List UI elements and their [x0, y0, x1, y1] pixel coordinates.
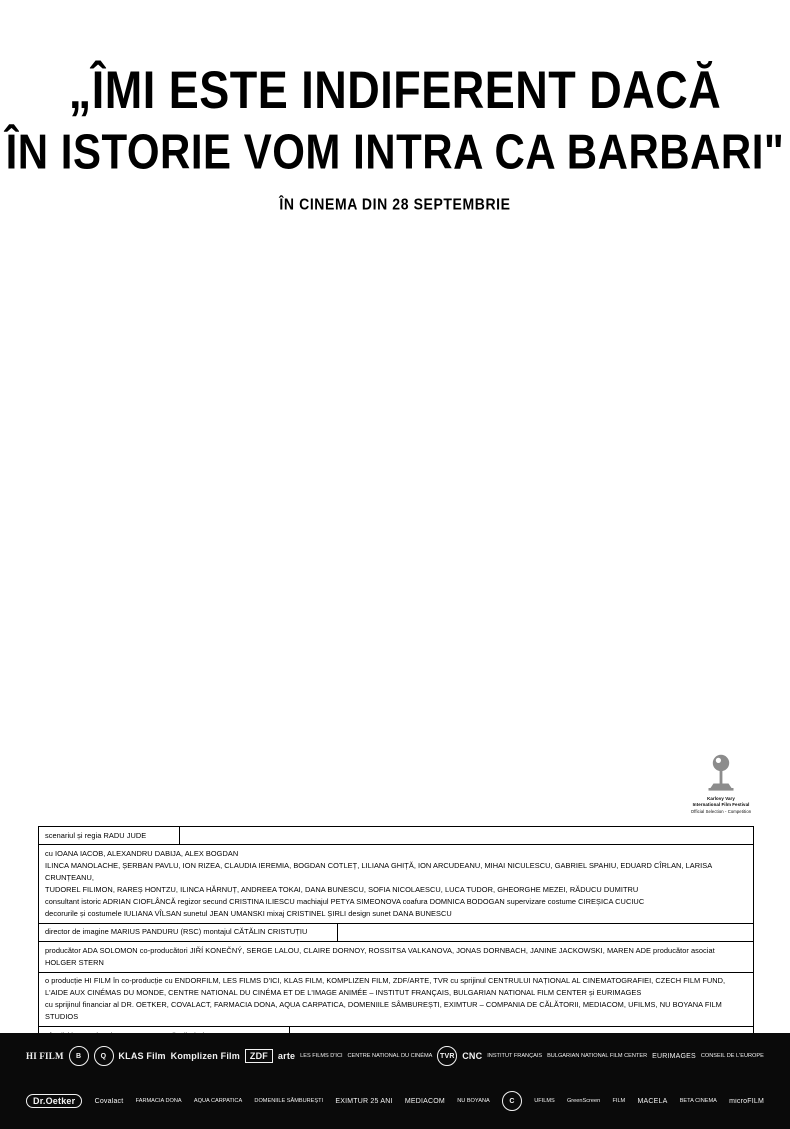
credit-cast-lead: cu IOANA IACOB, ALEXANDRU DABIJA, ALEX BOGDAN: [45, 848, 239, 858]
karlovy-vary-crystal-globe-icon: [704, 752, 738, 794]
credit-row-cinematography: [39, 924, 753, 942]
credit-production-2: L'AIDE AUX CINÉMAS DU MONDE, CENTRE NATIONAL DU CINÉMA ET DE L'IMAGE ANIMÉE – INSTITUT FRANÇAIS, BULGARIAN NATIONAL FILM CENTER și EURIMAGES: [45, 988, 642, 998]
logo-les-films-dici: LES FILMS D'ICI: [300, 1053, 343, 1059]
logo-les-films-dici-mark: Q: [94, 1046, 114, 1066]
credit-row-production: [39, 973, 753, 1027]
logo-covalact: Covalact: [94, 1097, 124, 1105]
credit-row-direction: [39, 827, 753, 845]
logo-hi-film: HI FILM: [26, 1051, 64, 1061]
logo-endorfilm: B: [69, 1046, 89, 1066]
logo-ufilms: UFILMS: [534, 1098, 555, 1104]
logo-beta-cinema: BETA CINEMA: [679, 1098, 717, 1104]
logo-centre-national-cinema: CENTRE NATIONAL DU CINÉMA: [347, 1053, 433, 1059]
logo-nu-boyana: NU BOYANA: [457, 1098, 490, 1104]
credit-consultant: consultant istoric ADRIAN CIOFLÂNCĂ regizor secund CRISTINA ILIESCU machiajul PETYA SIMEONOVA coafura DOMNICA BODOGAN supervizare costume CIREȘICA CUCIUC: [45, 896, 645, 906]
logo-bulgarian-national-film-center: BULGARIAN NATIONAL FILM CENTER: [547, 1053, 648, 1059]
poster-title-block: [0, 0, 790, 179]
logo-council-of-europe: CONSEIL DE L'EUROPE: [700, 1053, 764, 1059]
logo-farmacia-dona: FARMACIA DONA: [135, 1098, 182, 1104]
logo-micro-film: microFILM: [729, 1097, 764, 1105]
logo-macela: MACELA: [637, 1097, 668, 1105]
credit-cast-2: ILINCA MANOLACHE, ȘERBAN PAVLU, ION RIZEA, CLAUDIA IEREMIA, BOGDAN COTLEȚ, LILIANA GHIȚĂ, ION ARCUDEANU, MIHAI NICULESCU, GABRIEL SPAHIU, EDUARD CÎRLAN, LARISA CRUNȚEANU,: [45, 860, 712, 882]
festival-name-line-1: Karlovy Vary: [707, 796, 735, 801]
logo-aqua-carpatica: AQUA CARPATICA: [193, 1098, 243, 1104]
credits-block: [38, 826, 754, 1046]
credit-direction-spacer: [180, 827, 753, 844]
logo-row-funders: [0, 1033, 790, 1079]
logo-komplizen-film: Komplizen Film: [170, 1051, 240, 1061]
credit-direction: scenariul și regia RADU JUDE: [39, 827, 180, 844]
credit-cast-3: TUDOREL FILIMON, RAREȘ HONTZU, ILINCA HĂRNUȚ, ANDREEA TOKAI, DANA BUNESCU, SOFIA NICOLAESCU, LUCA TUDOR, GHEORGHE MEZEI, RĂDUCU DUMITRU: [45, 884, 639, 894]
festival-award-mark: [688, 752, 754, 815]
festival-name-line-2: International Film Festival: [692, 802, 750, 808]
title-line-1: „ÎMI ESTE INDIFERENT DACĂ: [68, 59, 722, 120]
logo-row-sponsors: [0, 1079, 790, 1123]
logo-tvr: TVR: [437, 1046, 457, 1066]
credit-decor: decorurile și costumele IULIANA VÎLSAN sunetul JEAN UMANSKI mixaj CRISTINEL ȘIRLI design sunet DANA BUNESCU: [45, 908, 452, 918]
credit-support: cu sprijinul financiar al DR. OETKER, COVALACT, FARMACIA DONA, AQUA CARPATICA, DOMENIILE SÂMBUREȘTI, EXIMTUR – COMPANIA DE CĂLĂTORII, MEDIACOM, UFILMS, NU BOYANA FILM STUDIOS: [45, 1000, 722, 1022]
festival-selection: Official Selection - Competition: [690, 808, 752, 814]
credit-row-cast: [39, 845, 753, 923]
logo-institut-francais: INSTITUT FRANÇAIS: [487, 1053, 543, 1059]
logo-arte: arte: [277, 1051, 296, 1061]
logo-zdf: ZDF: [245, 1049, 273, 1063]
logo-dr-oetker: Dr.Oetker: [26, 1094, 82, 1108]
logo-mediacom: MEDIACOM: [404, 1097, 445, 1105]
sponsor-logo-strip: [0, 1033, 790, 1129]
credit-dop: director de imagine MARIUS PANDURU (RSC) montajul CĂTĂLIN CRISTUȚIU: [39, 924, 338, 941]
credit-production-1: o producție HI FILM în co-producție cu ENDORFILM, LES FILMS D'ICI, KLAS FILM, KOMPLIZEN FILM, ZDF/ARTE, TVR cu sprijinul CENTRULUI NAȚIONAL AL CINEMATOGRAFIEI, CZECH FILM FUND,: [45, 976, 726, 986]
logo-eurimages: EURIMAGES: [652, 1052, 696, 1060]
title-line-2: ÎN ISTORIE VOM INTRA CA BARBARI": [5, 123, 785, 179]
credit-producer: producător ADA SOLOMON co-producători JIŘÍ KONEČNÝ, SERGE LALOU, CLAIRE DORNOY, ROSSITSA VALKANOVA, JONAS DORNBACH, JANINE JACKOWSKI, MAREN ADE producător asociat HOLGER STERN: [45, 945, 715, 967]
logo-klas-film: KLAS Film: [118, 1051, 166, 1061]
logo-greenscreen: GreenScreen: [566, 1098, 601, 1104]
logo-c-mark: C: [502, 1091, 522, 1111]
logo-domeniile-samburesti: DOMENIILE SÂMBUREȘTI: [254, 1098, 324, 1104]
release-date: ÎN CINEMA DIN 28 SEPTEMBRIE: [279, 194, 511, 213]
logo-eximtur: EXIMTUR 25 ANI: [335, 1097, 393, 1105]
credit-dop-spacer: [338, 924, 753, 941]
logo-cnc: CNC: [462, 1051, 483, 1061]
logo-film: FILM: [612, 1098, 626, 1104]
credit-row-producer: [39, 942, 753, 972]
